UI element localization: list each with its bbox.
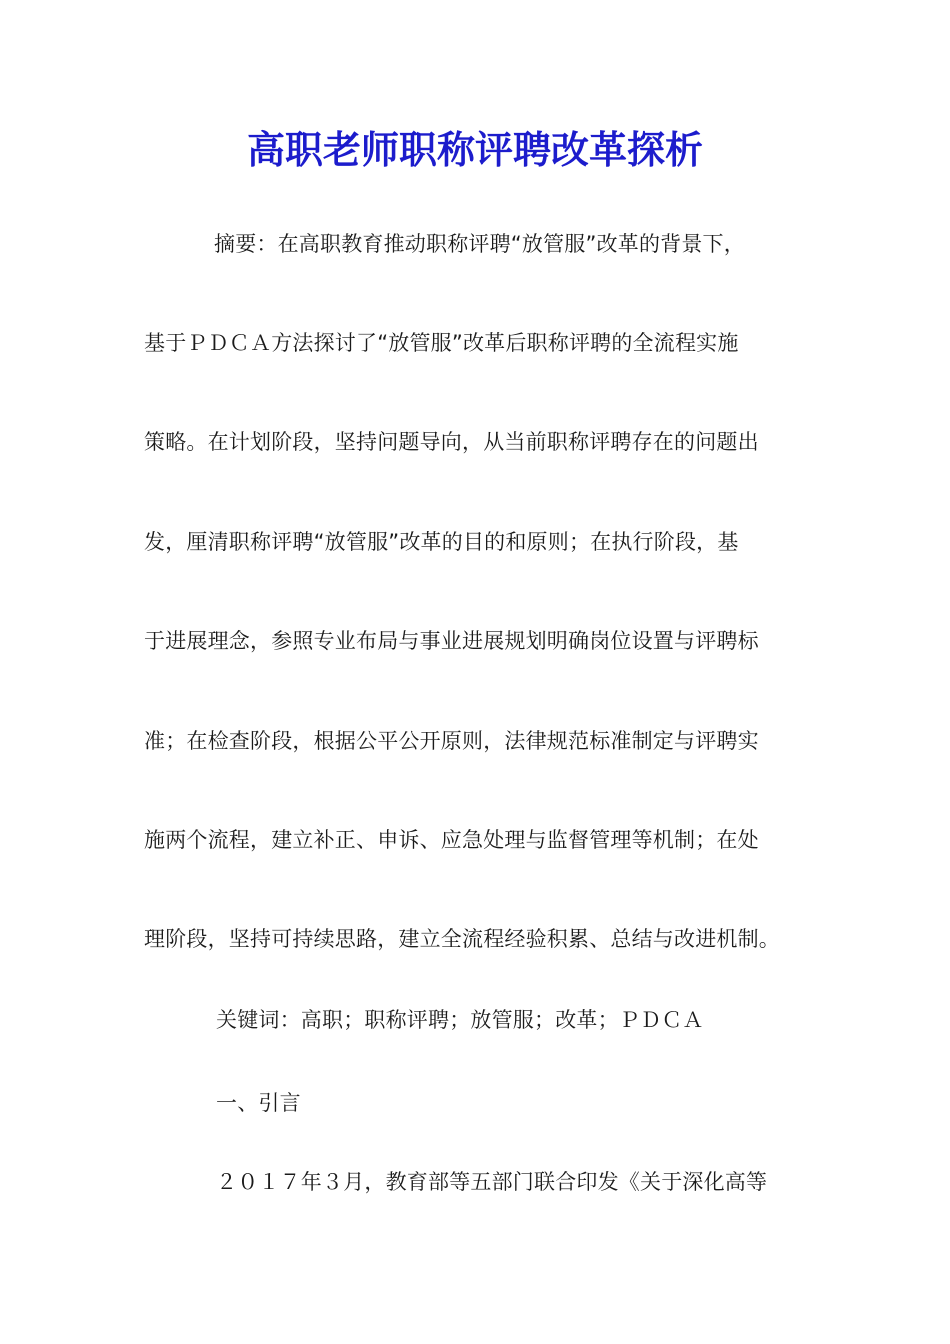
abstract-line-3: 策略。在计划阶段，坚持问题导向，从当前职称评聘存在的问题出 bbox=[144, 430, 759, 454]
abstract-line-8: 理阶段，坚持可持续思路，建立全流程经验积累、总结与改进机制。 bbox=[144, 927, 780, 951]
abstract-line-4: 发，厘清职称评聘“放管服”改革的目的和原则；在执行阶段，基 bbox=[144, 530, 739, 554]
abstract-line-7: 施两个流程，建立补正、申诉、应急处理与监督管理等机制；在处 bbox=[144, 828, 759, 852]
abstract-line-6: 准；在检查阶段，根据公平公开原则，法律规范标准制定与评聘实 bbox=[144, 729, 759, 753]
abstract-line-5: 于进展理念，参照专业布局与事业进展规划明确岗位设置与评聘标 bbox=[144, 629, 759, 653]
keywords-line: 关键词：高职；职称评聘；放管服；改革；ＰＤＣＡ bbox=[216, 1008, 704, 1032]
document-title: 高职老师职称评聘改革探析 bbox=[246, 127, 703, 172]
body-paragraph-line: ２０１７年３月，教育部等五部门联合印发《关于深化高等 bbox=[216, 1170, 768, 1194]
section-heading-introduction: 一、引言 bbox=[216, 1091, 301, 1115]
abstract-line-1: 摘要：在高职教育推动职称评聘“放管服”改革的背景下， bbox=[214, 232, 745, 256]
abstract-line-2: 基于ＰＤＣＡ方法探讨了“放管服”改革后职称评聘的全流程实施 bbox=[144, 331, 739, 355]
